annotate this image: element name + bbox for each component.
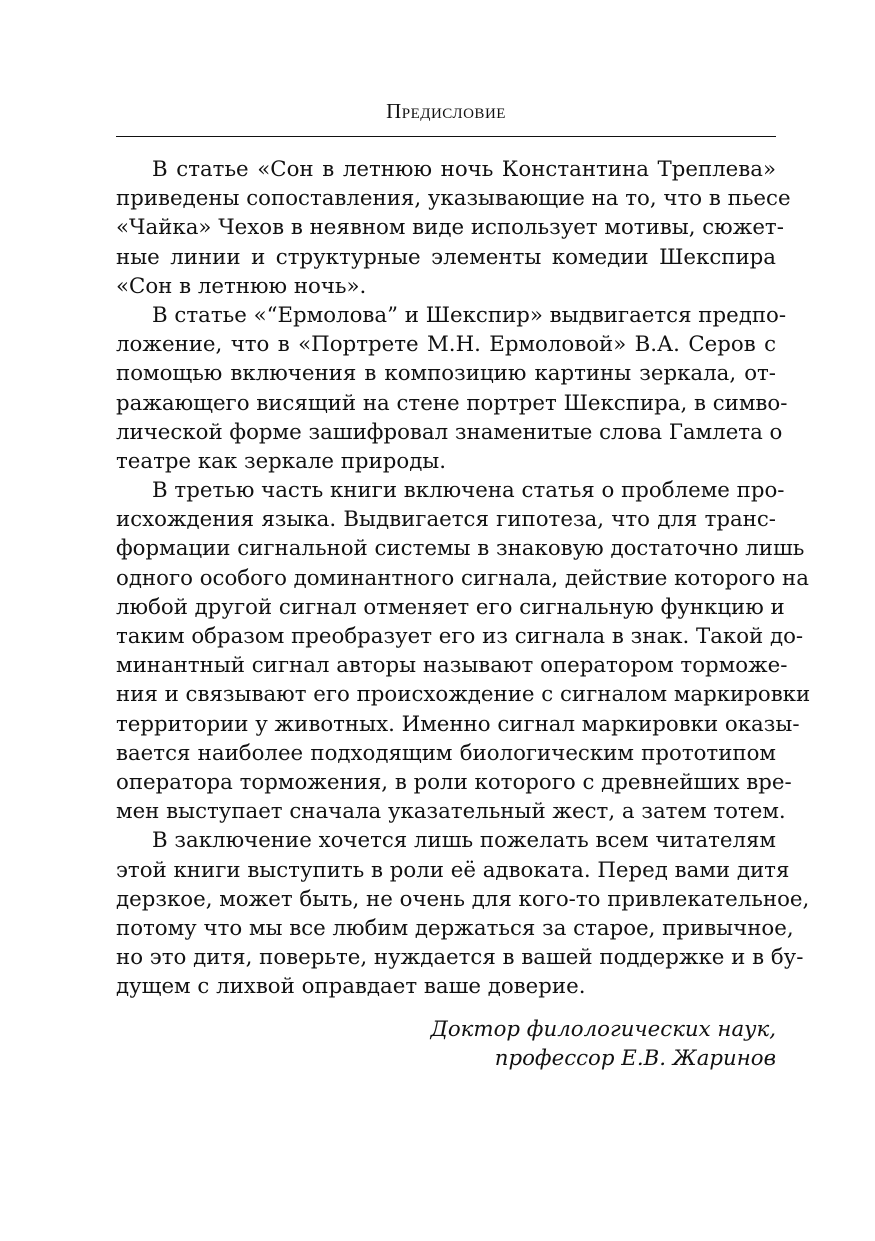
text-line: приведены сопоставления, указывающие на то, что в пьесе	[116, 186, 791, 212]
text-line: минантный сигнал авторы называют оператором торможе-	[116, 653, 788, 679]
text-line: вается наиболее подходящим биологическим прототипом	[116, 740, 776, 766]
text-line: дущем с лихвой оправдает ваше доверие.	[116, 974, 586, 1000]
running-header: Предисловие	[386, 99, 506, 123]
text-line: ражающего висящий на стене портрет Шекспира, в симво-	[116, 390, 788, 416]
text-line: театре как зеркале природы.	[116, 448, 447, 474]
paragraph-4	[116, 826, 810, 1001]
text-line: В статье «Сон в летнюю ночь Константина Треплева»	[152, 157, 776, 182]
text-line: В третью часть книги включена статья о проблеме про-	[152, 478, 785, 504]
text-line: любой другой сигнал отменяет его сигнальную функцию и	[116, 594, 785, 620]
header-rule	[116, 136, 776, 137]
text-line: мен выступает сначала указательный жест, а затем тотем.	[116, 799, 786, 825]
text-line: ные линии и структурные элементы комедии Шекспира	[116, 244, 776, 270]
text-line: оператора торможения, в роли которого с древнейших вре-	[116, 769, 792, 795]
signature-name: профессор Е.В. Жаринов	[494, 1046, 776, 1072]
text-line: таким образом преобразует его из сигнала в знак. Такой до-	[116, 624, 804, 649]
text-line: дерзкое, может быть, не очень для кого-то привлекательное,	[116, 886, 810, 912]
text-line: этой книги выступить в роли её адвоката. Перед вами дитя	[116, 857, 790, 883]
text-line: В статье «“Ермолова” и Шекспир» выдвигается предпо-	[152, 302, 787, 328]
text-line: но это дитя, поверьте, нуждается в вашей поддержке и в бу-	[116, 945, 804, 971]
text-line: формации сигнальной системы в знаковую достаточно лишь	[116, 536, 805, 562]
paragraph-3	[116, 476, 811, 826]
text-line: В заключение хочется лишь пожелать всем читателям	[152, 828, 776, 854]
text-line: потому что мы все любим держаться за старое, привычное,	[116, 915, 794, 941]
signature-title: Доктор филологических наук,	[430, 1017, 776, 1042]
paragraph-1	[116, 155, 791, 301]
body-text	[116, 155, 811, 1001]
signature	[116, 1015, 776, 1073]
paragraph-2	[116, 301, 788, 476]
text-line: «Чайка» Чехов в неявном виде использует мотивы, сюжет-	[116, 215, 784, 241]
text-line: ния и связывают его происхождение с сигналом маркировки	[116, 682, 811, 708]
text-line: территории у животных. Именно сигнал маркировки оказы-	[116, 711, 800, 737]
text-line: исхождения языка. Выдвигается гипотеза, что для транс-	[116, 507, 776, 533]
text-line: лической форме зашифровал знаменитые слова Гамлета о	[116, 419, 783, 445]
text-line: ложение, что в «Портрете М.Н. Ермоловой» В.А. Серов с	[116, 332, 776, 358]
text-line: помощью включения в композицию картины зеркала, от-	[116, 361, 776, 387]
text-line: «Сон в летнюю ночь».	[116, 273, 367, 299]
text-line: одного особого доминантного сигнала, действие которого на	[116, 565, 809, 591]
